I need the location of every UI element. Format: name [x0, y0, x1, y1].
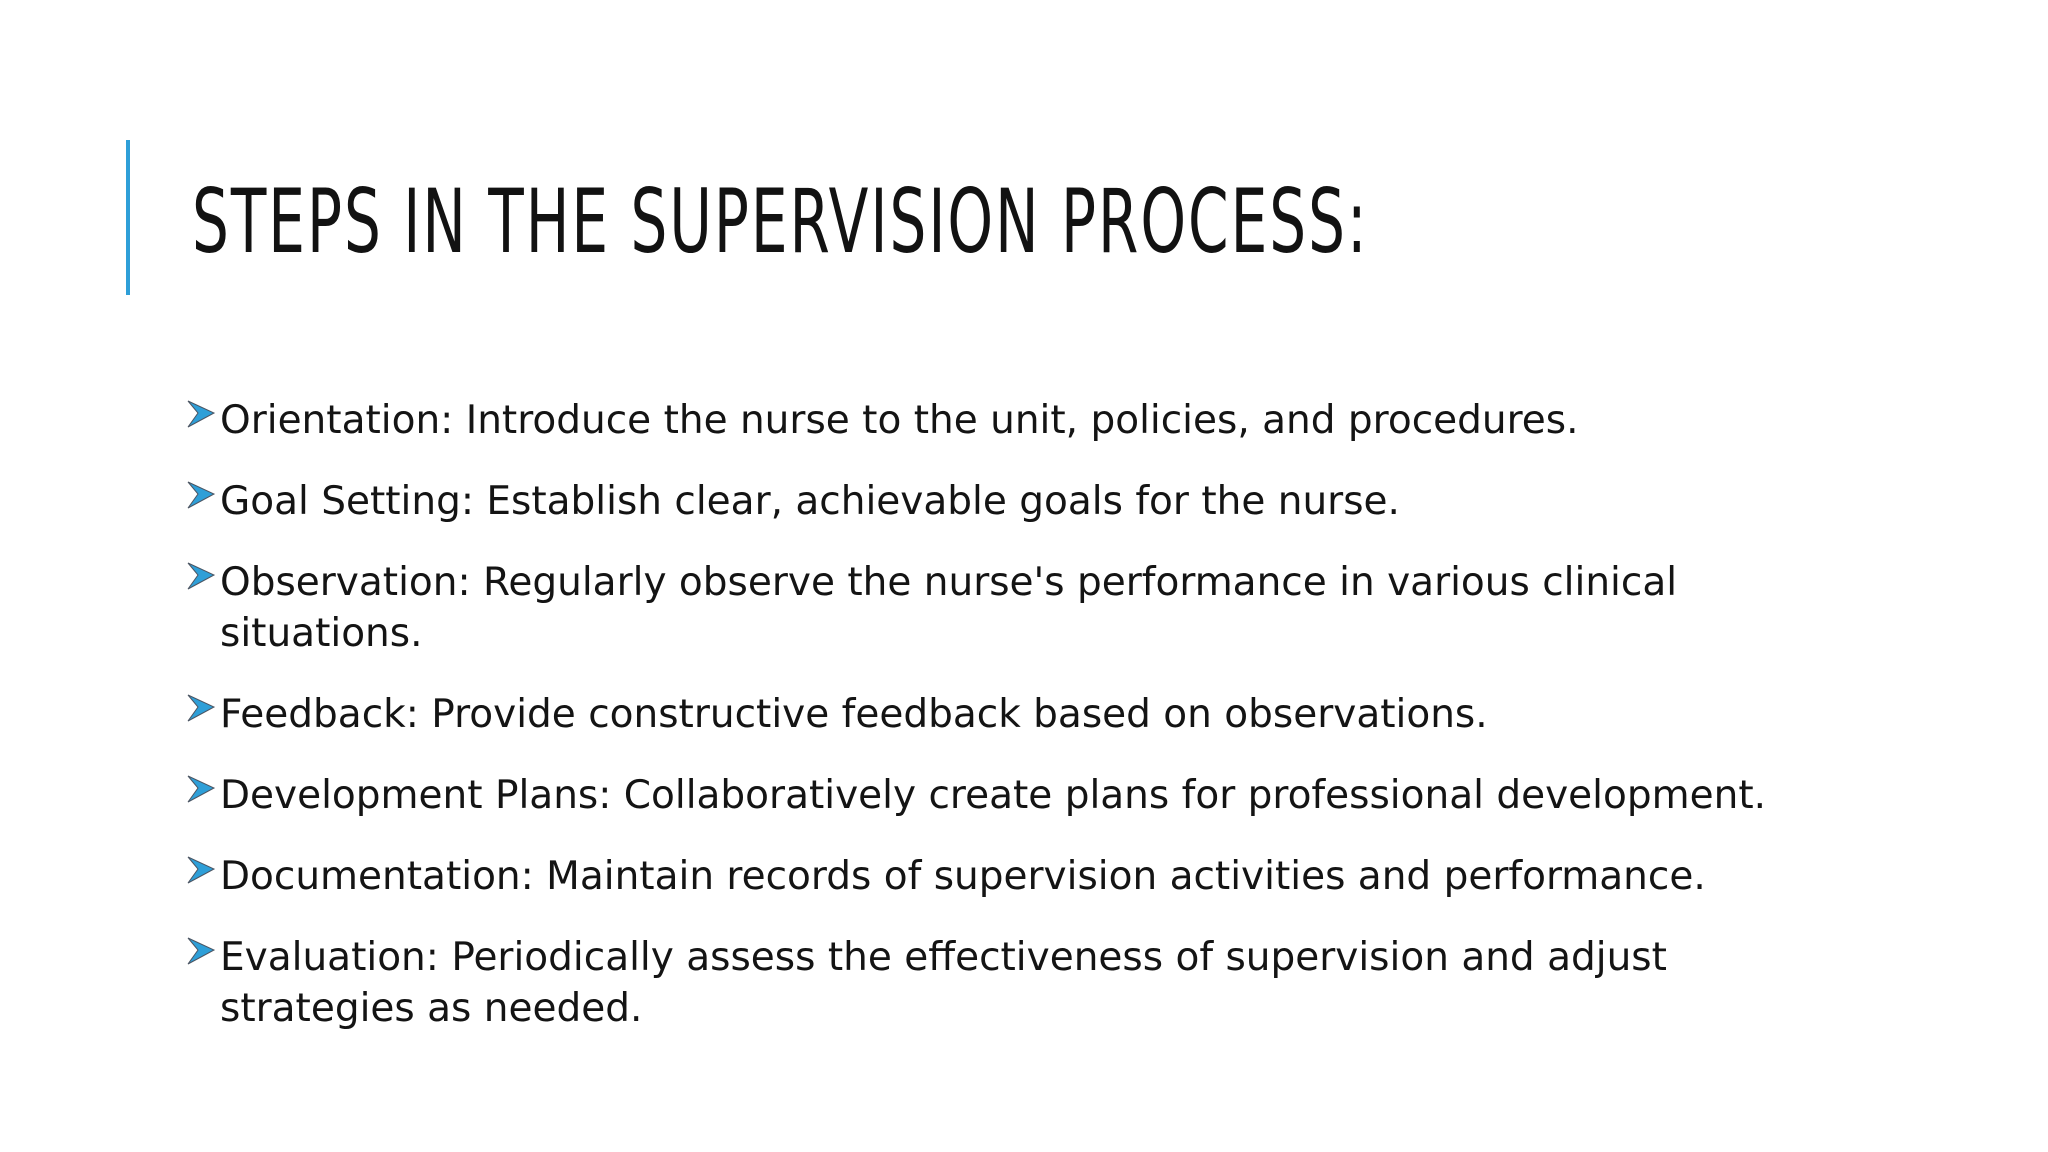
bullet-text: Evaluation: Periodically assess the effectiveness of supervision and adjust strategies as needed. [220, 935, 1667, 1031]
arrow-bullet-icon [186, 561, 216, 591]
list-item [186, 851, 1826, 902]
arrow-bullet-icon [186, 855, 216, 885]
bullet-text: Goal Setting: Establish clear, achievable goals for the nurse. [220, 479, 1400, 524]
list-item [186, 395, 1826, 446]
arrow-bullet-icon [186, 480, 216, 510]
list-item [186, 476, 1826, 527]
list-item [186, 689, 1826, 740]
bullet-text: Observation: Regularly observe the nurse's performance in various clinical situations. [220, 560, 1678, 656]
accent-bar [126, 140, 130, 295]
list-item [186, 932, 1826, 1034]
arrow-bullet-icon [186, 774, 216, 804]
bullet-text: Feedback: Provide constructive feedback based on observations. [220, 692, 1488, 737]
bullet-list [186, 395, 1826, 1064]
bullet-text: Documentation: Maintain records of supervision activities and performance. [220, 854, 1706, 899]
arrow-bullet-icon [186, 693, 216, 723]
list-item [186, 770, 1826, 821]
list-item [186, 557, 1826, 659]
arrow-bullet-icon [186, 936, 216, 966]
bullet-text: Orientation: Introduce the nurse to the unit, policies, and procedures. [220, 398, 1579, 443]
bullet-text: Development Plans: Collaboratively create plans for professional development. [220, 773, 1767, 818]
arrow-bullet-icon [186, 399, 216, 429]
slide-title: STEPS IN THE SUPERVISION PROCESS: [192, 170, 1369, 273]
